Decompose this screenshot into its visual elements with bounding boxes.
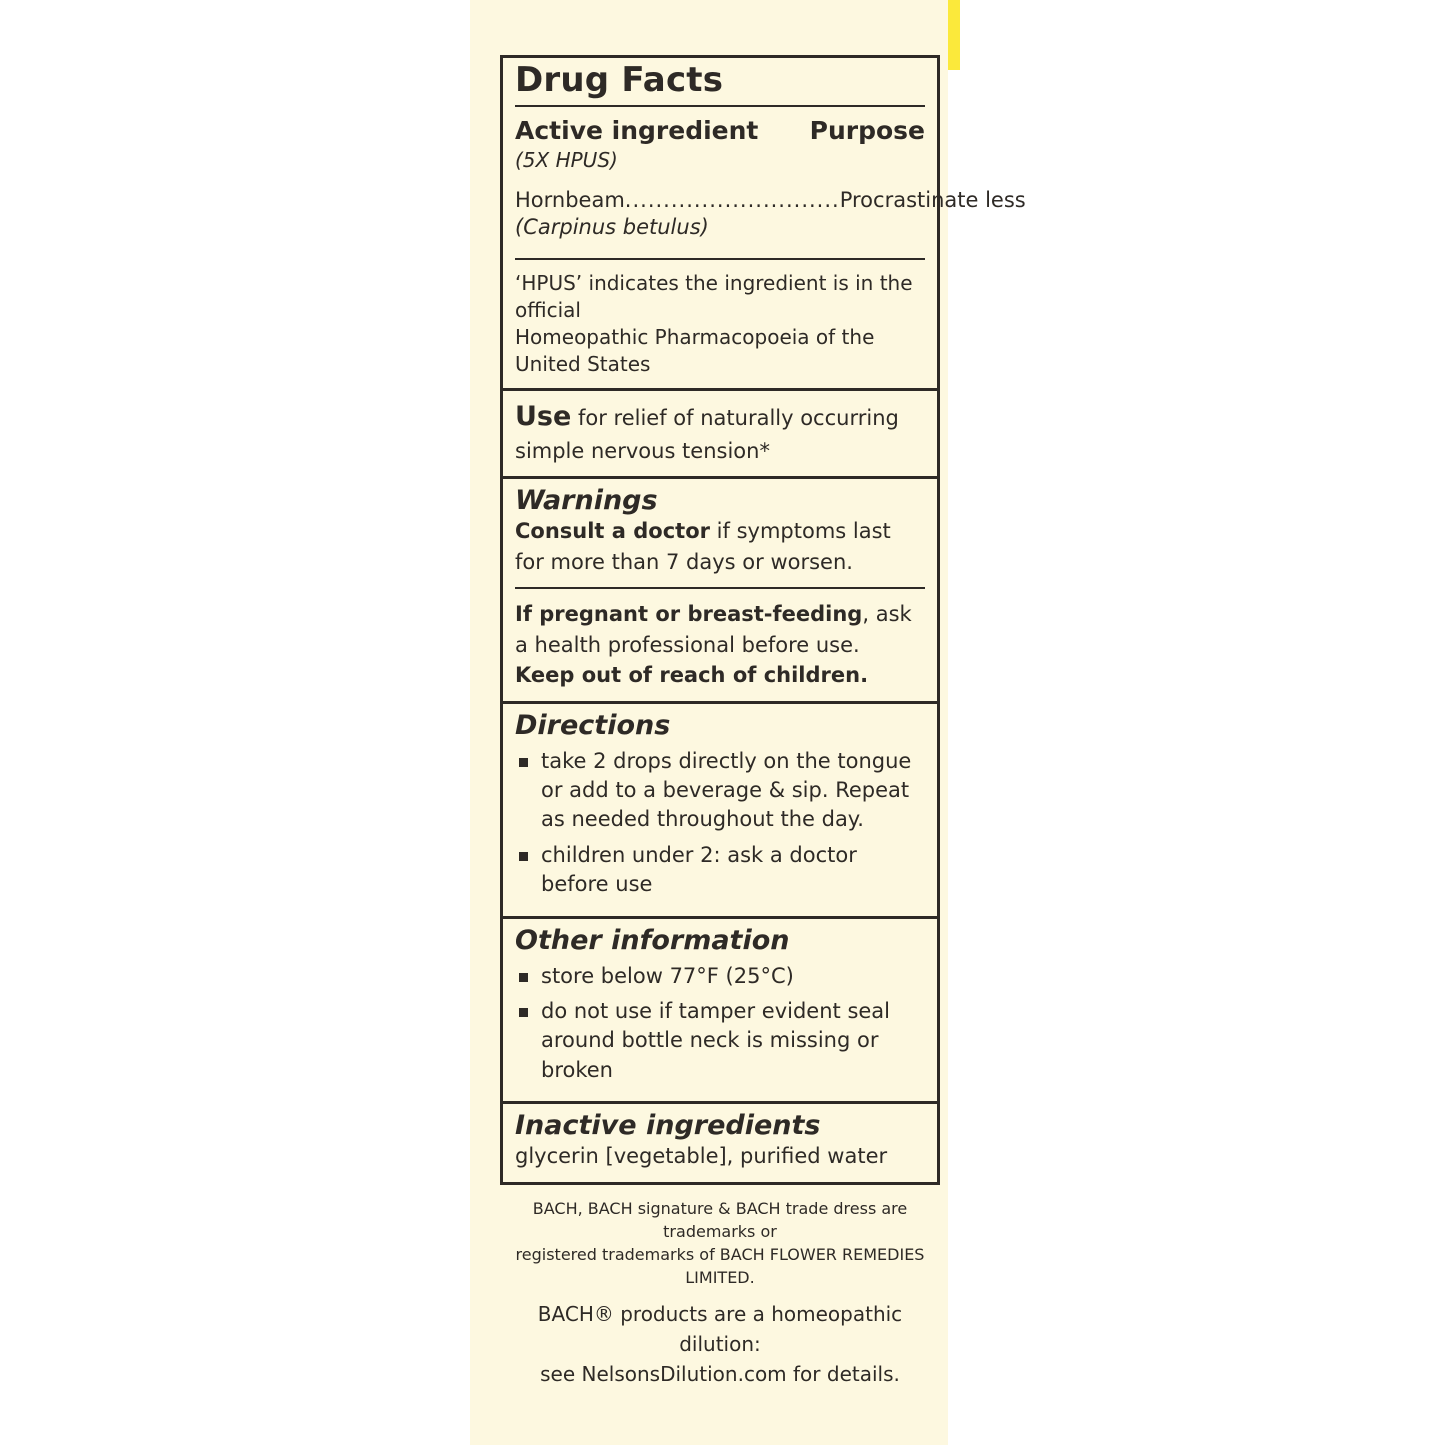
active-ingredient-header-row (515, 117, 925, 146)
warning-consult-doctor-strong: Consult a doctor (515, 519, 710, 544)
drug-facts-panel (500, 55, 1026, 1389)
use-header: Use (515, 400, 572, 432)
warnings-section (503, 479, 937, 703)
ingredient-row (515, 187, 1026, 214)
footer-dilution-line-1: BACH® products are a homeopathic dilution: (537, 1302, 903, 1357)
ingredient-latin-name: (Carpinus betulus) (515, 215, 709, 240)
ingredient-name: Hornbeam (515, 188, 625, 213)
inactive-ingredients-section (503, 1104, 937, 1184)
hpus-note-line-1: ‘HPUS’ indicates the ingredient is in the official (515, 270, 913, 322)
use-section (503, 391, 937, 480)
warning-pregnancy-strong: If pregnant or breast-feeding (515, 602, 863, 627)
directions-header: Directions (515, 709, 671, 741)
warning-consult-doctor (515, 516, 925, 577)
footer-dilution-line-2: see NelsonsDilution.com for details. (540, 1362, 900, 1387)
inactive-ingredients-text: glycerin [vegetable], purified water (515, 1144, 888, 1169)
hpus-note (515, 258, 925, 378)
list-item: do not use if tamper evident seal around bottle neck is missing or broken (515, 997, 925, 1085)
use-block (515, 397, 925, 467)
potency-text: (5X HPUS) (515, 148, 618, 173)
footer-notes (500, 1197, 940, 1390)
ingredient-dot-leader: ............................ (624, 188, 840, 213)
list-item: store below 77°F (25°C) (515, 962, 925, 991)
footer-trademark-line-2: registered trademarks of BACH FLOWER REMEDIES LIMITED. (515, 1245, 925, 1288)
use-text: for relief of naturally occurring simple nervous tension* (515, 405, 899, 463)
warning-consult-doctor-rest: if symptoms last for more than 7 days or worsen. (515, 519, 891, 574)
warnings-header: Warnings (515, 485, 658, 517)
warning-pregnancy (515, 599, 925, 690)
list-item: take 2 drops directly on the tongue or add to a beverage & sip. Repeat as needed throughout the day. (515, 747, 925, 835)
drug-facts-frame (500, 55, 1026, 1185)
other-information-list (515, 962, 925, 1086)
warning-keep-out-strong: Keep out of reach of children. (515, 663, 869, 688)
warnings-inner-divider (515, 587, 925, 589)
active-ingredient-section (503, 107, 1026, 390)
footer-trademark-line-1: BACH, BACH signature & BACH trade dress are trademarks or (532, 1198, 908, 1241)
other-information-section (503, 919, 937, 1105)
list-item: children under 2: ask a doctor before use (515, 841, 925, 900)
active-ingredient-header: Active ingredient (515, 116, 759, 146)
warning-pregnancy-mid: , ask a health professional before use. (515, 602, 912, 657)
ingredient-purpose: Procrastinate less (839, 188, 1026, 213)
directions-list (515, 747, 925, 900)
hpus-note-line-2: Homeopathic Pharmacopoeia of the United States (515, 324, 875, 376)
other-information-header: Other information (515, 924, 790, 956)
directions-section (503, 704, 937, 919)
drug-facts-title: Drug Facts (515, 60, 724, 100)
inactive-ingredients-header: Inactive ingredients (515, 1110, 821, 1142)
purpose-header: Purpose (809, 116, 925, 146)
